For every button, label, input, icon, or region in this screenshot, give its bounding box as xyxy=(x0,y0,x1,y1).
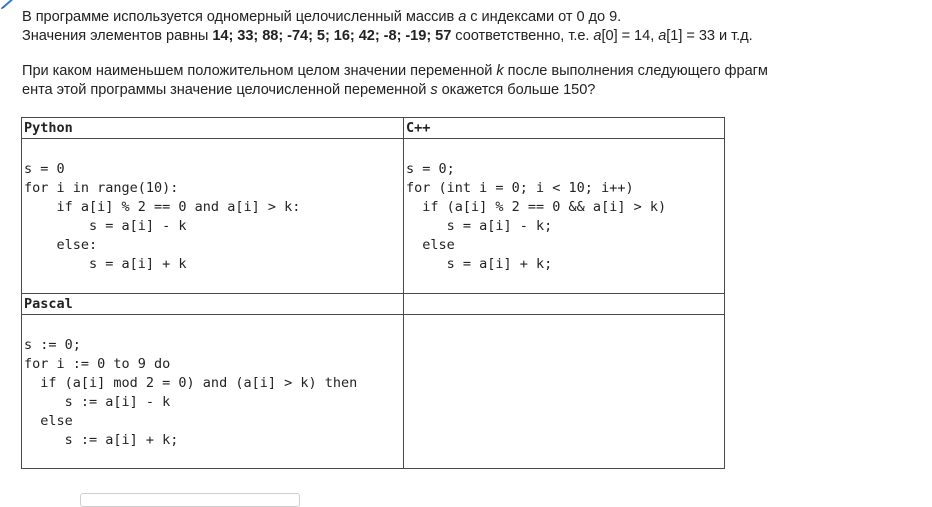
table-code-row xyxy=(22,315,725,469)
variable-s: s xyxy=(430,82,438,98)
cpp-cell xyxy=(404,139,725,294)
question-line-2-end: окажется больше 150? xyxy=(437,82,596,98)
python-cell xyxy=(22,139,404,294)
task-line-1 xyxy=(22,8,902,27)
question-line-1-text: При каком наименьшем положительном целом значении переменной xyxy=(22,63,497,79)
task-line-1-text: В программе используется одномерный целочисленный массив xyxy=(22,9,459,25)
pascal-code: s := 0; for i := 0 to 9 do if (a[i] mod 2 = 0) and (a[i] > k) then s := a[i] - k else s := a[i] + k; xyxy=(24,337,358,448)
task-line-2-mid: соответственно, т.е. xyxy=(451,28,594,44)
variable-a: a xyxy=(458,9,467,25)
task-description xyxy=(22,8,902,46)
question-line-1-end: после выполнения следующего фрагм xyxy=(503,63,768,79)
table-header-row xyxy=(22,294,725,315)
task-line-2-example-1: [0] = 14, xyxy=(601,28,659,44)
task-line-1-end: с индексами от 0 до 9. xyxy=(466,9,622,25)
variable-a: a xyxy=(658,28,667,44)
pascal-cell xyxy=(22,315,404,469)
variable-k: k xyxy=(496,63,504,79)
task-line-2-text: Значения элементов равны xyxy=(22,28,213,44)
table-header-row xyxy=(22,118,725,139)
cpp-code: s = 0; for (int i = 0; i < 10; i++) if (a[i] % 2 == 0 && a[i] > k) s = a[i] - k; else s = a[i] + k; xyxy=(406,161,667,272)
answer-input[interactable] xyxy=(80,493,300,507)
cpp-header: C++ xyxy=(404,118,725,139)
code-table xyxy=(21,117,725,469)
task-line-2-example-2: [1] = 33 и т.д. xyxy=(666,28,753,44)
question-line-2-text: ента этой программы значение целочисленной переменной xyxy=(22,82,431,98)
question-line-1 xyxy=(22,62,902,81)
table-code-row xyxy=(22,139,725,294)
task-line-2 xyxy=(22,27,902,46)
edit-pencil-icon[interactable] xyxy=(0,0,16,10)
pascal-header: Pascal xyxy=(22,294,404,315)
array-values: 14; 33; 88; -74; 5; 16; 42; -8; -19; 57 xyxy=(212,28,452,44)
empty-header-cell xyxy=(404,294,725,315)
python-code: s = 0 for i in range(10): if a[i] % 2 == 0 and a[i] > k: s = a[i] - k else: s = a[i] + k xyxy=(24,161,301,272)
question-line-2 xyxy=(22,81,902,100)
empty-code-cell xyxy=(404,315,725,469)
task-question xyxy=(22,62,902,100)
variable-a: a xyxy=(593,28,602,44)
python-header: Python xyxy=(22,118,404,139)
